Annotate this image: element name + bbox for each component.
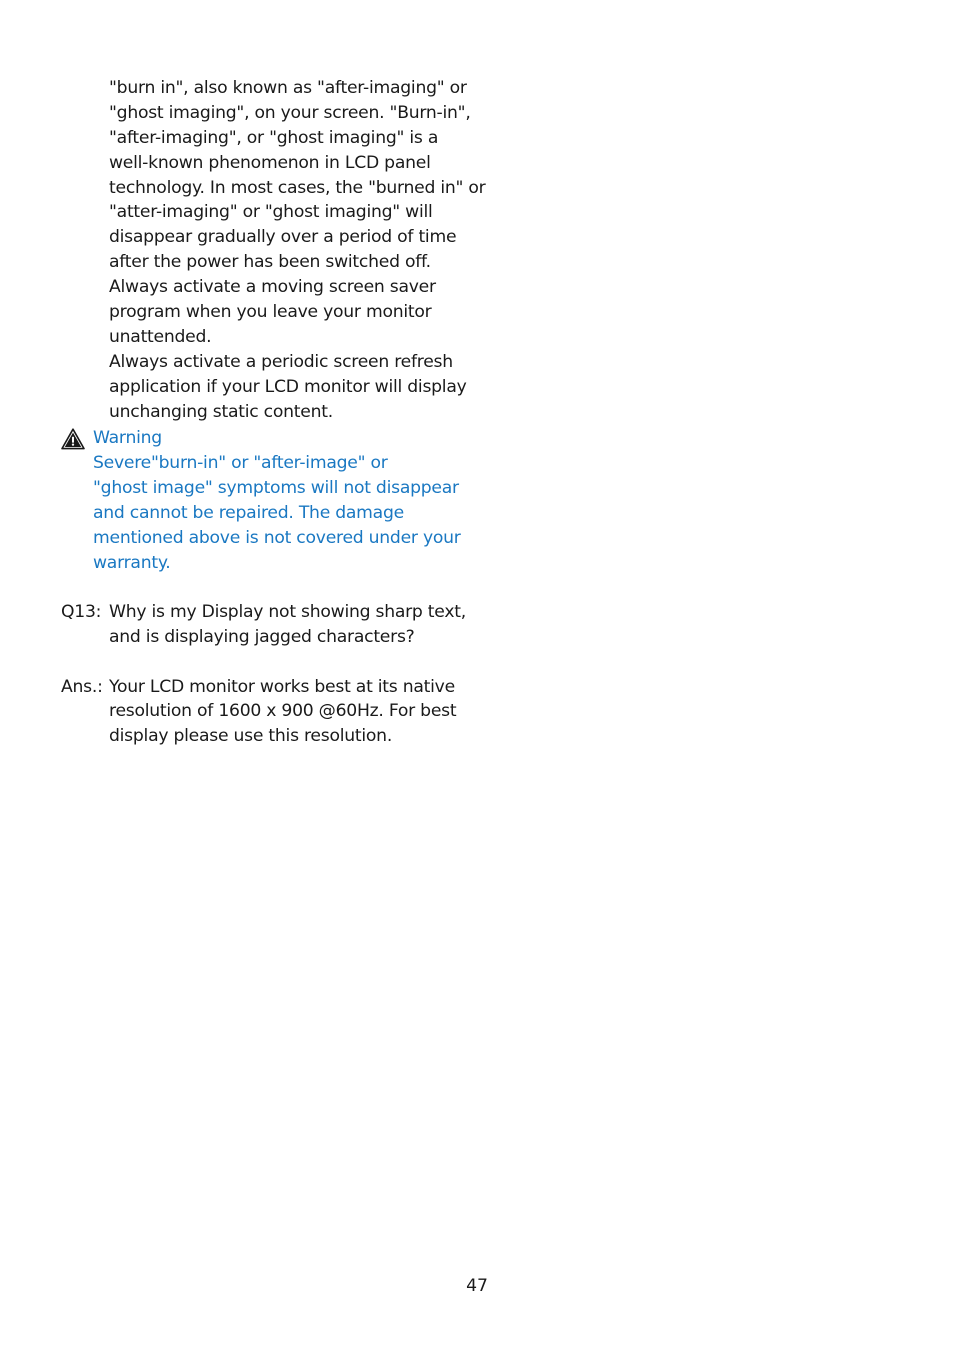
intro-line: "burn in", also known as "after-imaging" or (109, 78, 467, 98)
warning-triangle-icon (61, 428, 85, 450)
question-text (109, 600, 481, 650)
warning-title: Warning (93, 428, 162, 449)
intro-line: application if your LCD monitor will display (109, 376, 467, 397)
answer-line: Your LCD monitor works best at its native (109, 676, 455, 697)
intro-line: unattended. (109, 326, 212, 347)
faq-question (61, 600, 481, 650)
intro-line: program when you leave your monitor (109, 302, 432, 323)
answer-line: display please use this resolution. (109, 726, 393, 747)
warning-notice (61, 426, 481, 575)
question-line: and is displaying jagged characters? (109, 626, 415, 647)
intro-line: unchanging static content. (109, 401, 333, 422)
answer-label: Ans.: (61, 676, 103, 697)
faq-answer (61, 675, 481, 750)
question-line: Why is my Display not showing sharp text, (109, 601, 466, 622)
question-label: Q13: (61, 601, 102, 622)
warning-header (61, 426, 481, 451)
text-column (61, 76, 486, 749)
intro-line: "after-imaging", or "ghost imaging" is a (109, 127, 439, 148)
warning-line: "ghost image" symptoms will not disappear (93, 478, 459, 499)
intro-line: after the power has been switched off. (109, 252, 431, 273)
intro-line: "atter-imaging" or "ghost imaging" will (109, 202, 433, 223)
warning-line: mentioned above is not covered under your (93, 528, 461, 549)
intro-line: Always activate a periodic screen refresh (109, 351, 453, 372)
intro-line: technology. In most cases, the "burned in" or (109, 177, 486, 198)
page-number: 47 (466, 1276, 488, 1296)
answer-line: resolution of 1600 x 900 @60Hz. For best (109, 701, 457, 722)
warning-line: Severe"burn-in" or "after-image" or (93, 453, 388, 474)
answer-text (109, 675, 481, 750)
intro-line: well-known phenomenon in LCD panel (109, 152, 431, 173)
intro-line: disappear gradually over a period of time (109, 227, 457, 248)
warning-line: warranty. (93, 552, 171, 573)
intro-line: "ghost imaging", on your screen. "Burn-in", (109, 102, 471, 123)
warning-line: and cannot be repaired. The damage (93, 503, 404, 524)
intro-paragraph (61, 76, 486, 424)
intro-line: Always activate a moving screen saver (109, 277, 436, 298)
warning-body (61, 451, 481, 575)
